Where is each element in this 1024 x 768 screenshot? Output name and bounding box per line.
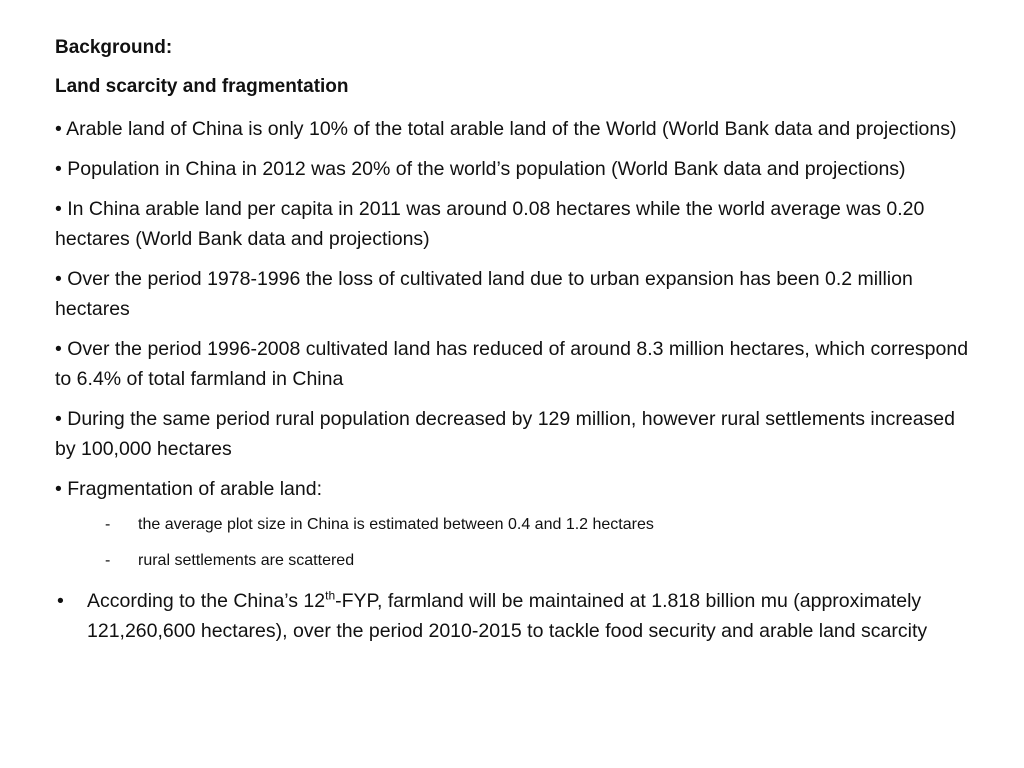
bullet-icon: • — [55, 118, 62, 140]
bullet-item — [55, 154, 980, 184]
bullet-item — [55, 334, 980, 394]
slide-title: Background: — [55, 37, 173, 58]
bullet-item — [55, 114, 980, 144]
bullet-item — [55, 264, 980, 324]
sub-item-text: rural settlements are scattered — [138, 552, 355, 569]
bullet-item — [55, 194, 980, 254]
bullet-icon: • — [55, 338, 62, 360]
ordinal-superscript: th — [325, 588, 336, 603]
bullet-icon: • — [57, 590, 64, 612]
bullet-text: During the same period rural population decreased by 129 million, however rural settlements increased by 100,000 hectares — [55, 408, 955, 460]
bullet-icon: • — [55, 268, 62, 290]
dash-icon: - — [105, 516, 111, 533]
bullet-text: Arable land of China is only 10% of the total arable land of the World (World Bank data and projections) — [66, 118, 957, 140]
bullet-text: Over the period 1996-2008 cultivated land has reduced of around 8.3 million hectares, which correspond to 6.4% of total farmland in China — [55, 338, 969, 390]
slide-subtitle: Land scarcity and fragmentation — [55, 76, 349, 97]
final-bullet-text-end: -FYP, farmland will be maintained at 1.818 billion mu (approximately 121,260,600 hectares), over the period 2010-2015 to tackle food security and arable land scarcity — [87, 590, 928, 642]
bullet-item — [55, 474, 980, 504]
dash-icon: - — [105, 552, 111, 569]
bullet-text: Population in China in 2012 was 20% of the world’s population (World Bank data and projections) — [67, 158, 906, 180]
sub-item — [55, 550, 980, 572]
bullet-text: Over the period 1978-1996 the loss of cultivated land due to urban expansion has been 0.2 million hectares — [55, 268, 913, 320]
sub-item-text: the average plot size in China is estimated between 0.4 and 1.2 hectares — [138, 516, 654, 533]
final-bullet-item — [55, 586, 980, 646]
bullet-icon: • — [55, 478, 62, 500]
bullet-item — [55, 404, 980, 464]
bullet-icon: • — [55, 198, 62, 220]
bullet-icon: • — [55, 408, 62, 430]
slide-content — [55, 36, 980, 646]
sub-item — [55, 514, 980, 536]
final-bullet-text-start: According to the China’s 12 — [87, 590, 326, 612]
bullet-text: Fragmentation of arable land: — [67, 478, 322, 500]
bullet-icon: • — [55, 158, 62, 180]
bullet-text: In China arable land per capita in 2011 was around 0.08 hectares while the world average was 0.20 hectares (World Bank data and projections) — [55, 198, 925, 250]
